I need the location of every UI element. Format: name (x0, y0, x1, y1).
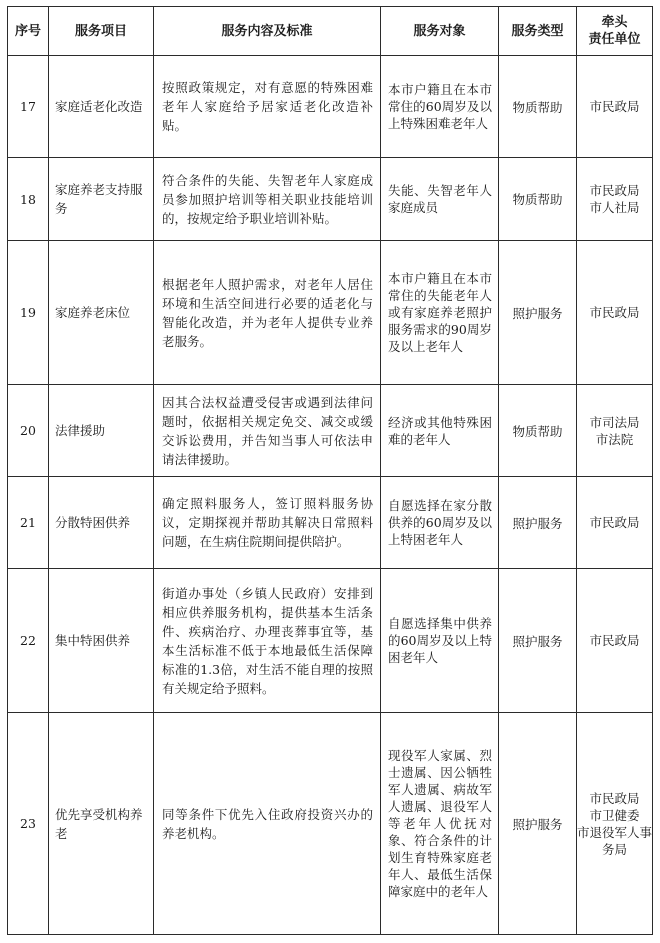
header-no: 序号 (8, 7, 49, 56)
row-content: 街道办事处（乡镇人民政府）安排到相应供养服务机构，提供基本生活条件、疾病治疗、办理丧葬事宜等，基本生活标准不低于本地最低生活保障标准的1.3倍，对生活不能自理的按照有关规定给予照料。 (154, 569, 381, 713)
row-content: 符合条件的失能、失智老年人家庭成员参加照护培训等相关职业技能培训的，按规定给予职业培训补贴。 (154, 158, 381, 241)
row-item: 法律援助 (49, 385, 154, 477)
header-unit-line1: 牵头 (601, 15, 628, 30)
row-item: 优先享受机构养老 (49, 713, 154, 935)
table-row (8, 477, 653, 569)
unit-line: 市民政局 (589, 183, 640, 198)
row-no: 17 (8, 56, 49, 158)
row-content: 同等条件下优先入住政府投资兴办的养老机构。 (154, 713, 381, 935)
row-content: 按照政策规定，对有意愿的特殊困难老年人家庭给予居家适老化改造补贴。 (154, 56, 381, 158)
services-table (7, 6, 653, 935)
header-row (8, 7, 653, 56)
row-unit (577, 385, 653, 477)
unit-line: 市民政局 (589, 305, 640, 320)
row-unit (577, 158, 653, 241)
header-unit (577, 7, 653, 56)
unit-line: 市司法局 (589, 414, 640, 430)
unit-line: 市民政局 (589, 790, 640, 806)
row-item: 家庭养老床位 (49, 241, 154, 385)
row-content: 因其合法权益遭受侵害或遇到法律问题时，依据相关规定免交、减交或缓交诉讼费用，并告知当事人可依法申请法律援助。 (154, 385, 381, 477)
header-unit-line2: 责任单位 (588, 32, 641, 47)
row-item: 家庭适老化改造 (49, 56, 154, 158)
row-content: 根据老年人照护需求，对老年人居住环境和生活空间进行必要的适老化与智能化改造，并为老年人提供专业养老服务。 (154, 241, 381, 385)
row-no: 18 (8, 158, 49, 241)
row-target: 现役军人家属、烈士遗属、因公牺牲军人遗属、病故军人遗属、退役军人等老年人优抚对象、符合条件的计划生育特殊家庭老年人、最低生活保障家庭中的老年人 (381, 713, 499, 935)
unit-line: 市民政局 (589, 515, 640, 530)
unit-line: 市法院 (595, 431, 634, 447)
row-type: 照护服务 (499, 569, 577, 713)
row-no: 20 (8, 385, 49, 477)
row-type: 照护服务 (499, 477, 577, 569)
row-target: 自愿选择在家分散供养的60周岁及以上特困老年人 (381, 477, 499, 569)
row-type: 物质帮助 (499, 158, 577, 241)
row-no: 22 (8, 569, 49, 713)
header-target: 服务对象 (381, 7, 499, 56)
row-no: 21 (8, 477, 49, 569)
table-row (8, 158, 653, 241)
row-item: 家庭养老支持服务 (49, 158, 154, 241)
table-row (8, 385, 653, 477)
table-row (8, 56, 653, 158)
row-type: 物质帮助 (499, 56, 577, 158)
row-target: 自愿选择集中供养的60周岁及以上特困老年人 (381, 569, 499, 713)
unit-line: 市卫健委 (589, 807, 640, 823)
row-target: 失能、失智老年人家庭成员 (381, 158, 499, 241)
row-unit (577, 241, 653, 385)
header-type: 服务类型 (499, 7, 577, 56)
row-type: 照护服务 (499, 241, 577, 385)
table-row (8, 713, 653, 935)
row-unit (577, 56, 653, 158)
unit-line: 市民政局 (589, 633, 640, 648)
row-target: 本市户籍且在本市常住的失能老年人或有家庭养老照护服务需求的90周岁及以上老年人 (381, 241, 499, 385)
row-unit (577, 569, 653, 713)
table-row (8, 569, 653, 713)
unit-line: 市民政局 (589, 99, 640, 114)
row-type: 物质帮助 (499, 385, 577, 477)
row-no: 23 (8, 713, 49, 935)
row-item: 集中特困供养 (49, 569, 154, 713)
header-content: 服务内容及标准 (154, 7, 381, 56)
row-content: 确定照料服务人，签订照料服务协议，定期探视并帮助其解决日常照料问题，在生病住院期间提供陪护。 (154, 477, 381, 569)
row-target: 经济或其他特殊困难的老年人 (381, 385, 499, 477)
row-unit (577, 477, 653, 569)
row-target: 本市户籍且在本市常住的60周岁及以上特殊困难老年人 (381, 56, 499, 158)
unit-line: 市退役军人事务局 (577, 824, 653, 857)
header-item: 服务项目 (49, 7, 154, 56)
row-item: 分散特困供养 (49, 477, 154, 569)
row-type: 照护服务 (499, 713, 577, 935)
row-unit (577, 713, 653, 935)
unit-line: 市人社局 (589, 200, 640, 215)
row-no: 19 (8, 241, 49, 385)
table-row (8, 241, 653, 385)
